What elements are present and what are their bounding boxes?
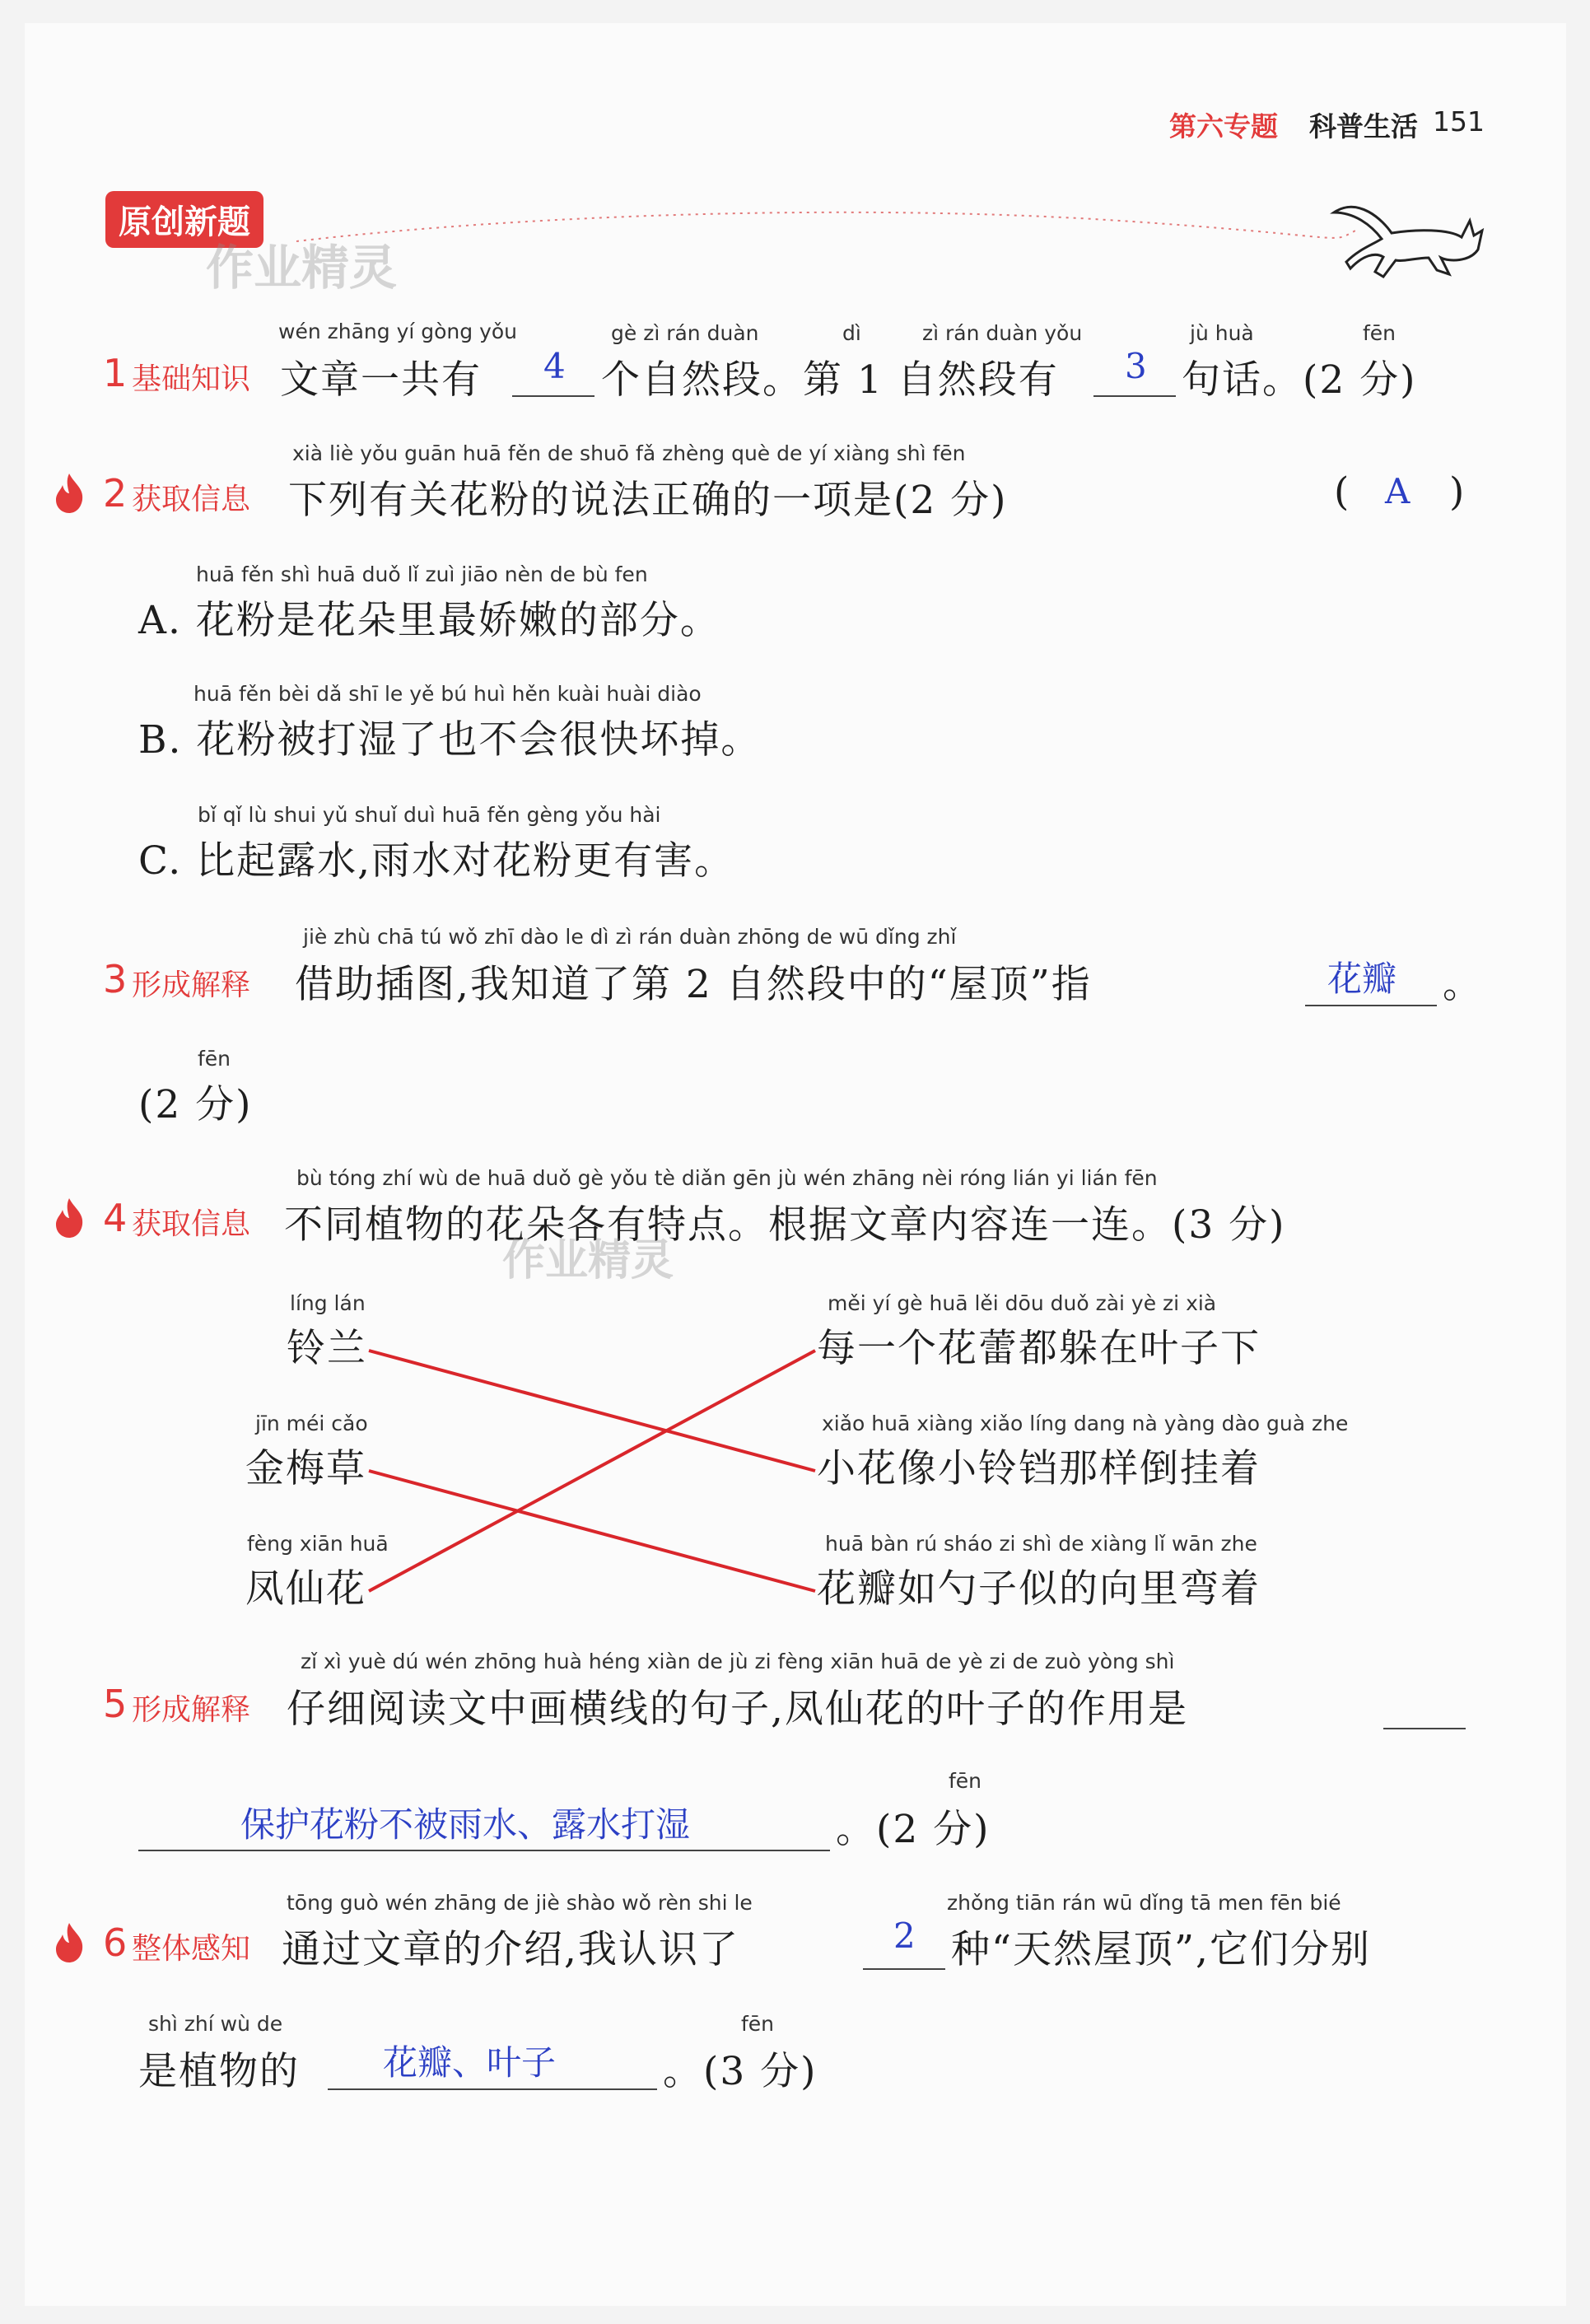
q6-text-3: 是植物的	[138, 2049, 300, 2094]
q6-pinyin-2: zhǒng tiān rán wū dǐng tā men fēn bié	[947, 1891, 1341, 1915]
q6-text-2: 种“天然屋顶”,它们分别	[951, 1927, 1371, 1972]
q1-tag: 基础知识	[132, 362, 251, 396]
q4-pinyin: bù tóng zhí wù de huā duǒ gè yǒu tè diǎn gēn jù wén zhāng nèi róng lián yi lián fēn	[296, 1166, 1158, 1190]
q5-text: 仔细阅读文中画横线的句子,凤仙花的叶子的作用是	[287, 1687, 1188, 1732]
q3-number: 3	[103, 957, 128, 1001]
q2-answer: A	[1385, 471, 1410, 511]
q4-left-pinyin-3: fèng xiān huā	[247, 1532, 389, 1556]
q2-option-a: A. 花粉是花朵里最娇嫩的部分。	[138, 598, 720, 643]
q6-pinyin-3: shì zhí wù de	[148, 2012, 283, 2036]
q4-left-3: 凤仙花	[245, 1566, 366, 1612]
q2-tag: 获取信息	[132, 483, 251, 516]
q5-pinyin-2: fēn	[949, 1769, 982, 1793]
q4-left-1: 铃兰	[287, 1326, 367, 1371]
q5-tag: 形成解释	[132, 1693, 251, 1727]
q2-option-b-pinyin: huā fěn bèi dǎ shī le yě bú huì hěn kuài huài diào	[194, 682, 702, 706]
q4-left-pinyin-1: líng lán	[290, 1291, 366, 1315]
q3-answer: 花瓣	[1327, 959, 1397, 999]
q2-pinyin: xià liè yǒu guān huā fěn de shuō fǎ zhèng què de yí xiàng shì fēn	[292, 441, 966, 465]
watermark: 作业精灵	[502, 1236, 674, 1286]
q4-right-pinyin-1: měi yí gè huā lěi dōu duǒ zài yè zi xià	[828, 1291, 1217, 1315]
q6-tag: 整体感知	[132, 1932, 251, 1966]
q2-option-a-pinyin: huā fěn shì huā duǒ lǐ zuì jiāo nèn de bù fen	[196, 562, 648, 586]
q4-right-pinyin-2: xiǎo huā xiàng xiǎo líng dang nà yàng dào guà zhe	[822, 1412, 1349, 1435]
q2-option-c-pinyin: bǐ qǐ lù shui yǔ shuǐ duì huā fěn gèng yǒu hài	[198, 803, 661, 827]
q5-blank-1	[1383, 1728, 1466, 1729]
watermark: 作业精灵	[206, 240, 398, 296]
q3-tag: 形成解释	[132, 968, 251, 1002]
q2-paren-right: )	[1449, 469, 1466, 515]
q1-text-3: 句话。(2 分)	[1182, 357, 1417, 403]
q1-number: 1	[103, 351, 128, 395]
q4-right-3: 花瓣如勺子似的向里弯着	[817, 1566, 1261, 1612]
flame-icon	[53, 1921, 86, 1964]
q3-pinyin-2: fēn	[198, 1047, 231, 1071]
q5-blank-2	[138, 1850, 830, 1851]
q5-number: 5	[103, 1682, 128, 1726]
page	[25, 23, 1566, 2306]
q3-pinyin: jiè zhù chā tú wǒ zhī dào le dì zì rán duàn zhōng de wū dǐng zhǐ	[303, 925, 957, 949]
q6-pinyin-4: fēn	[741, 2012, 775, 2036]
match-line-3	[369, 1351, 815, 1591]
q5-end: 。(2 分)	[836, 1807, 991, 1852]
q4-left-pinyin-2: jīn méi cǎo	[255, 1412, 368, 1435]
q1-pinyin-6: fēn	[1363, 321, 1396, 345]
page-number: 151	[1433, 105, 1485, 138]
q6-answer-2: 花瓣、叶子	[383, 2042, 557, 2083]
q2-option-b: B. 花粉被打湿了也不会很快坏掉。	[138, 717, 762, 763]
q2-number: 2	[103, 471, 128, 516]
q4-right-2: 小花像小铃铛那样倒挂着	[817, 1446, 1261, 1491]
match-line-1	[369, 1351, 815, 1471]
q2-paren-left: (	[1334, 469, 1351, 515]
q2-text: 下列有关花粉的说法正确的一项是(2 分)	[288, 478, 1008, 523]
q5-pinyin: zǐ xì yuè dú wén zhōng huà héng xiàn de jù zi fèng xiān huā de yè zi de zuò yòng shì	[301, 1650, 1175, 1673]
q1-pinyin-3: dì	[842, 321, 861, 345]
q6-text-1: 通过文章的介绍,我认识了	[282, 1927, 739, 1972]
q2-option-c: C. 比起露水,雨水对花粉更有害。	[138, 838, 735, 884]
match-line-2	[369, 1471, 815, 1591]
q1-pinyin-5: jù huà	[1190, 321, 1254, 345]
q3-text: 借助插图,我知道了第 2 自然段中的“屋顶”指	[295, 962, 1092, 1007]
q6-pinyin-1: tōng guò wén zhāng de jiè shào wǒ rèn shi le	[287, 1891, 753, 1915]
q6-blank-2	[328, 2088, 657, 2090]
q3-score: (2 分)	[138, 1082, 253, 1127]
q4-text: 不同植物的花朵各有特点。根据文章内容连一连。(3 分)	[284, 1202, 1286, 1248]
q6-end: 。(3 分)	[663, 2049, 818, 2094]
q4-right-1: 每一个花蕾都躲在叶子下	[817, 1326, 1261, 1371]
q6-blank-1	[863, 1968, 945, 1970]
q1-pinyin-4: zì rán duàn yǒu	[922, 321, 1083, 345]
q3-end: 。	[1443, 962, 1483, 1007]
q5-answer: 保护花粉不被雨水、露水打湿	[240, 1804, 691, 1845]
q1-text-1: 文章一共有	[280, 357, 482, 403]
q4-tag: 获取信息	[132, 1207, 251, 1241]
section-title: 科普生活	[1309, 110, 1418, 142]
q6-number: 6	[103, 1920, 128, 1965]
q4-left-2: 金梅草	[245, 1446, 366, 1491]
q1-answer-1: 4	[543, 346, 566, 386]
q6-answer-1: 2	[893, 1916, 916, 1956]
q1-answer-2: 3	[1125, 346, 1147, 386]
q4-right-pinyin-3: huā bàn rú sháo zi shì de xiàng lǐ wān zhe	[825, 1532, 1257, 1556]
q4-number: 4	[103, 1196, 128, 1240]
section-label: 第六专题	[1169, 110, 1278, 142]
q1-text-2: 个自然段。第 1 自然段有	[601, 357, 1059, 403]
q1-pinyin-1: wén zhāng yí gòng yǒu	[278, 320, 518, 343]
original-badge: 原创新题	[105, 191, 263, 248]
q1-pinyin-2: gè zì rán duàn	[611, 321, 759, 345]
